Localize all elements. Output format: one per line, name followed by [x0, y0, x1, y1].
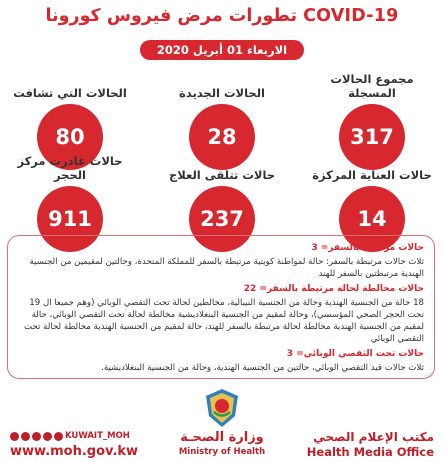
stat-value: 28	[189, 104, 255, 170]
contact-heading: حالات مخالطة لحالة مرتبطة بالسفر= 22	[243, 283, 424, 294]
stat-label: حالات غادرت مركز الحجر	[17, 154, 123, 182]
notes-box	[7, 235, 435, 379]
facebook-icon[interactable]	[32, 432, 41, 441]
footer	[0, 380, 444, 462]
ministry-name-en: Ministry of Health	[178, 447, 266, 457]
whatsapp-icon[interactable]	[10, 432, 19, 441]
instagram-icon[interactable]	[21, 432, 30, 441]
stat-label: حالات العناية المركزة	[312, 168, 432, 182]
ministry-emblem-icon	[200, 386, 244, 430]
stat-value: 317	[339, 104, 405, 170]
website-link[interactable]: www.moh.gov.kw	[10, 444, 139, 459]
contact-text: 18 حالة من الجنسية الهندية وحالة من الجنسية النيبالية، مخالطين لحالة تحت التقصي الوبائي (وهم جميعا ال 19 تحت الحجر الصحي المؤسسي)، وحالة لمقيم من الجنسية البنغلاديشية مخالطة لحالة تحت التقصي الوبائي، حالة لمقيم من الجنسية الهندية مخالطة لحالة مرتبطة بالسفر للهند، حالة لمقيم من الجنسية الهندية مخالطة لحالة تحت التقصي الوبائي	[24, 297, 424, 345]
travel-text: ثلاث حالات مرتبطة بالسفر: حالة لمواطنة كويتية مرتبطة بالسفر للمملكة المتحدة، وحالتين لمقيمين من الجنسية الهندية مرتبطتين بالسفر للهند	[29, 257, 424, 280]
date-badge: الاربعاء 01 أبريل 2020	[140, 40, 304, 60]
investigation-text: ثلاث حالات قيد التقصي الوبائي، حالتين من الجنسية الهندية، وحالة من الجنسية البنغلاديشية.	[101, 362, 424, 373]
stat-label: حالات تتلقى العلاج	[168, 168, 276, 182]
investigation-heading: حالات تحت التقصي الوبائي= 3	[286, 348, 424, 359]
stat-value: 237	[189, 186, 255, 252]
youtube-icon[interactable]	[54, 432, 63, 441]
stat-label: الحالات التي تشافت	[13, 86, 127, 100]
stat-value: 80	[37, 104, 103, 170]
stat-value: 911	[37, 186, 103, 252]
twitter-icon[interactable]	[43, 432, 52, 441]
stat-label: الحالات الجديدة	[179, 86, 265, 100]
page-title: تطورات مرض فيروس كورونا COVID-19	[45, 6, 399, 26]
travel-heading: حالات مرتبطة بالسفر= 3	[311, 243, 424, 253]
ministry-name-ar: وزارة الصحـة	[180, 430, 264, 445]
office-name-ar: مكتب الإعلام الصحي	[313, 430, 434, 444]
stat-value: 14	[339, 186, 405, 252]
social-handle: KUWAIT_MOH	[65, 431, 130, 441]
office-name-en: Health Media Office	[306, 445, 434, 459]
stat-label: مجموع الحالات المسجلة	[330, 72, 414, 100]
social-links	[10, 431, 130, 441]
